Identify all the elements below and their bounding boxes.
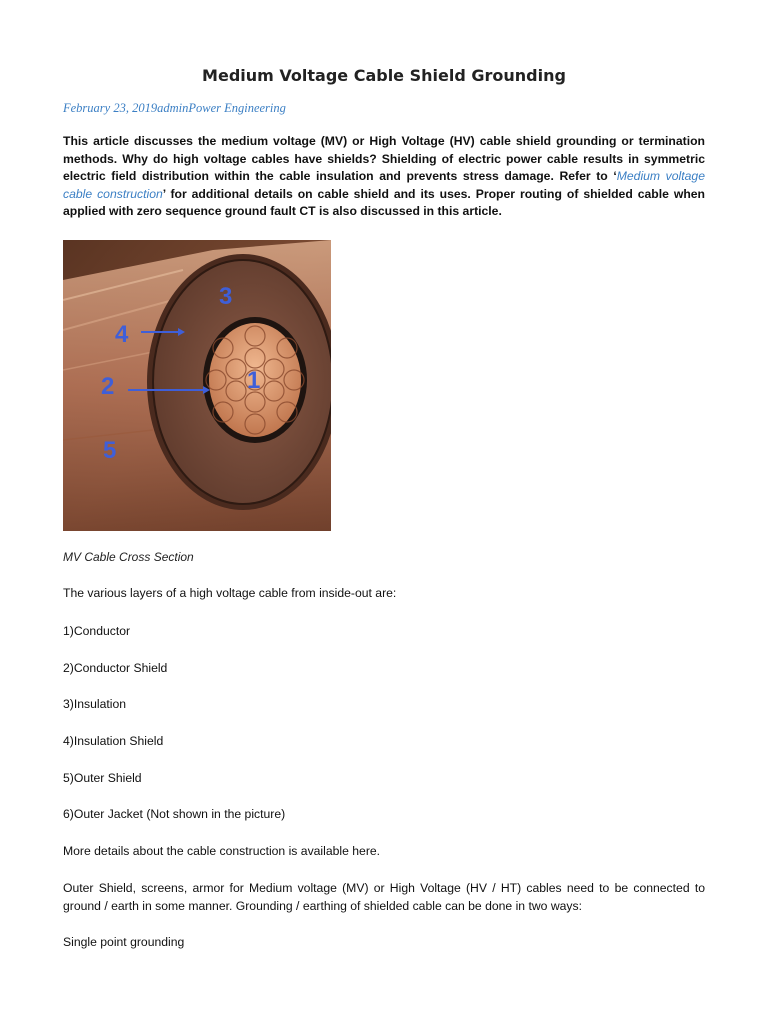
article-meta (63, 101, 286, 116)
callout-1: 1 (247, 367, 261, 394)
grounding-paragraph: Outer Shield, screens, armor for Medium voltage (MV) or High Voltage (HV / HT) cables need to be connected to ground / earth in some manner. Grounding / earthing of shielded cable can be done in two ways: (63, 881, 705, 913)
layers-intro: The various layers of a high voltage cable from inside-out are: (63, 586, 397, 600)
callout-5: 5 (103, 437, 117, 464)
date-link[interactable]: February 23, 2019 (63, 101, 158, 115)
author-link[interactable]: admin (157, 101, 189, 115)
layer-item: 1)Conductor (63, 624, 131, 638)
figure-caption: MV Cable Cross Section (63, 550, 194, 564)
intro-text-3: Refer to ‘ (553, 169, 617, 184)
layer-item: 3)Insulation (63, 697, 127, 711)
article-title: Medium Voltage Cable Shield Grounding (202, 66, 566, 85)
layer-item: 4)Insulation Shield (63, 734, 164, 748)
category-link[interactable]: Power Engineering (188, 101, 286, 115)
intro-paragraph (63, 133, 705, 221)
layer-item: 5)Outer Shield (63, 771, 142, 785)
single-point-heading: Single point grounding (63, 935, 185, 949)
layer-item: 6)Outer Jacket (Not shown in the picture) (63, 807, 286, 821)
callout-3: 3 (219, 283, 233, 310)
callout-2: 2 (101, 373, 115, 400)
intro-text-bold: Shielding of electric power cable results in symmetric electric field distribution within the cable insulation and prevents stress damage. (63, 151, 705, 184)
cable-cross-section-image (63, 240, 331, 531)
cable-construction-link[interactable]: Medium voltage cable construction (63, 169, 705, 201)
layer-item: 2)Conductor Shield (63, 661, 168, 675)
callout-4: 4 (115, 321, 129, 348)
more-details-text: More details about the cable construction is available here. (63, 844, 381, 858)
intro-text-4: ’ for additional details on cable shield and its uses. Proper routing of shielded cable when applied with zero sequence ground fault CT is also discussed in this article. (63, 186, 705, 219)
intro-text-1: This article discusses the medium voltage (MV) or High Voltage (HV) cable shield grounding or termination methods. Why do high voltage cables have shields? (63, 134, 705, 166)
